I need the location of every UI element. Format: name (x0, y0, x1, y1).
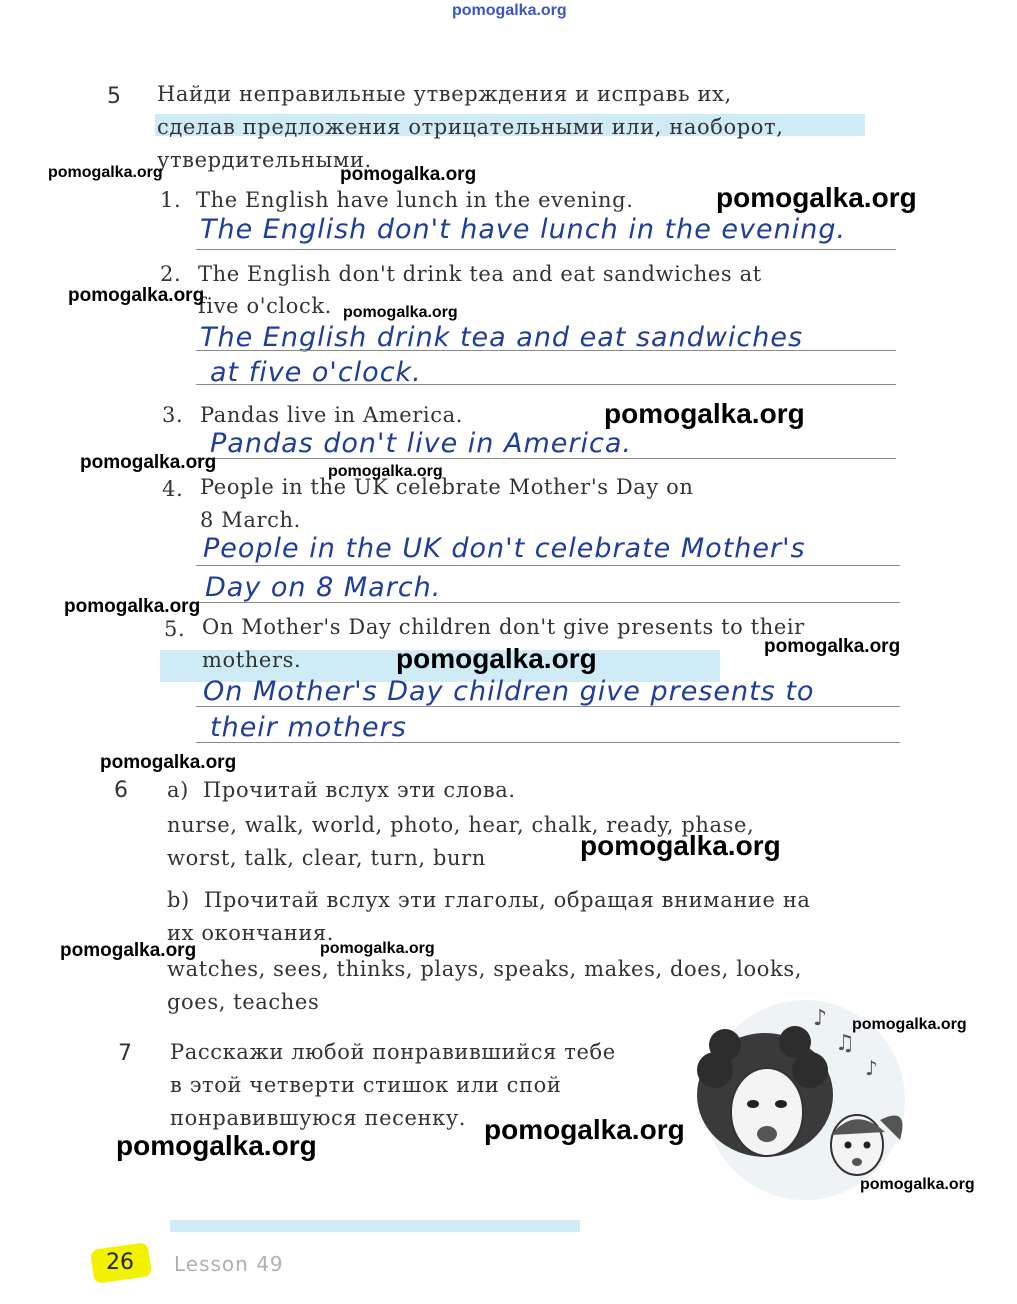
watermark: pomogalka.org (328, 463, 443, 480)
watermark: pomogalka.org (320, 940, 435, 957)
highlight-stroke (170, 1220, 580, 1232)
instruction-line: сделав предложения отрицательными или, наоборот, (157, 115, 784, 139)
word-list-line: worst, talk, clear, turn, burn (167, 846, 486, 870)
handwritten-answer: The English drink tea and eat sandwiches (200, 322, 804, 353)
watermark: pomogalka.org (48, 164, 163, 181)
svg-text:♪: ♪ (813, 1006, 828, 1031)
statement-line: On Mother's Day children don't give presents to their (202, 615, 805, 639)
watermark: pomogalka.org (64, 596, 201, 617)
instruction-line: Расскажи любой понравившийся тебе (170, 1040, 616, 1064)
watermark: pomogalka.org (604, 398, 805, 429)
answer-line (196, 384, 896, 385)
watermark: pomogalka.org (343, 304, 458, 321)
watermark: pomogalka.org (60, 940, 197, 961)
part-label: b) (167, 888, 190, 912)
svg-text:♪: ♪ (865, 1056, 878, 1080)
item-number: 1. (160, 188, 182, 212)
item-number: 2. (160, 262, 182, 286)
item-number: 5. (164, 617, 186, 641)
instruction-line: утвердительными. (157, 148, 372, 172)
answer-line (196, 706, 900, 707)
statement-line: The English have lunch in the evening. (196, 188, 634, 212)
answer-line (196, 565, 900, 566)
handwritten-answer: People in the UK don't celebrate Mother's (203, 533, 806, 564)
word-list-line: watches, sees, thinks, plays, speaks, makes, does, looks, (167, 957, 803, 981)
answer-line (196, 249, 896, 250)
page-number: 26 (106, 1250, 134, 1275)
instruction-line: Прочитай вслух эти глаголы, обращая внимание на (204, 888, 811, 912)
statement-line: five o'clock. (198, 294, 332, 318)
exercise-number: 6 (114, 778, 128, 803)
answer-line (196, 458, 896, 459)
watermark: pomogalka.org (340, 164, 477, 185)
part-label: a) (167, 778, 189, 802)
exercise-number: 5 (107, 84, 121, 109)
word-list-line: goes, teaches (167, 990, 320, 1014)
item-number: 3. (162, 403, 184, 427)
statement-line: Pandas live in America. (200, 403, 463, 427)
handwritten-answer: Day on 8 March. (205, 572, 442, 603)
answer-line (196, 350, 896, 351)
watermark: pomogalka.org (396, 643, 597, 674)
watermark: pomogalka.org (764, 636, 901, 657)
exercise-number: 7 (118, 1041, 132, 1066)
item-number: 4. (162, 477, 184, 501)
handwritten-answer: their mothers (210, 712, 407, 743)
watermark: pomogalka.org (852, 1016, 967, 1033)
watermark: pomogalka.org (100, 752, 237, 773)
lesson-label: Lesson 49 (174, 1252, 284, 1276)
statement-line: mothers. (202, 648, 302, 672)
handwritten-answer: On Mother's Day children give presents to (203, 676, 815, 707)
watermark: pomogalka.org (580, 830, 781, 861)
watermark: pomogalka.org (116, 1130, 317, 1161)
statement-line: 8 March. (200, 508, 301, 532)
watermark: pomogalka.org (68, 285, 205, 306)
handwritten-answer: The English don't have lunch in the evening. (200, 214, 847, 245)
handwritten-answer: at five o'clock. (210, 357, 422, 388)
statement-line: People in the UK celebrate Mother's Day on (200, 475, 694, 499)
word-list-line: nurse, walk, world, photo, hear, chalk, ready, phase, (167, 813, 755, 837)
watermark: pomogalka.org (484, 1114, 685, 1145)
answer-line (196, 742, 900, 743)
instruction-line: Прочитай вслух эти слова. (203, 778, 516, 802)
instruction-line: в этой четверти стишок или спой (170, 1073, 562, 1097)
instruction-line: понравившуюся песенку. (170, 1106, 467, 1130)
svg-text:♫: ♫ (835, 1031, 855, 1056)
answer-line (196, 602, 900, 603)
handwritten-answer: Pandas don't live in America. (210, 428, 632, 459)
statement-line: The English don't drink tea and eat sandwiches at (198, 262, 762, 286)
watermark: pomogalka.org (80, 452, 217, 473)
watermark: pomogalka.org (860, 1176, 975, 1193)
instruction-line: их окончания. (167, 921, 335, 945)
watermark: pomogalka.org (716, 182, 917, 213)
watermark-top: pomogalka.org (452, 2, 567, 19)
instruction-line: Найди неправильные утверждения и исправь их, (157, 82, 732, 106)
